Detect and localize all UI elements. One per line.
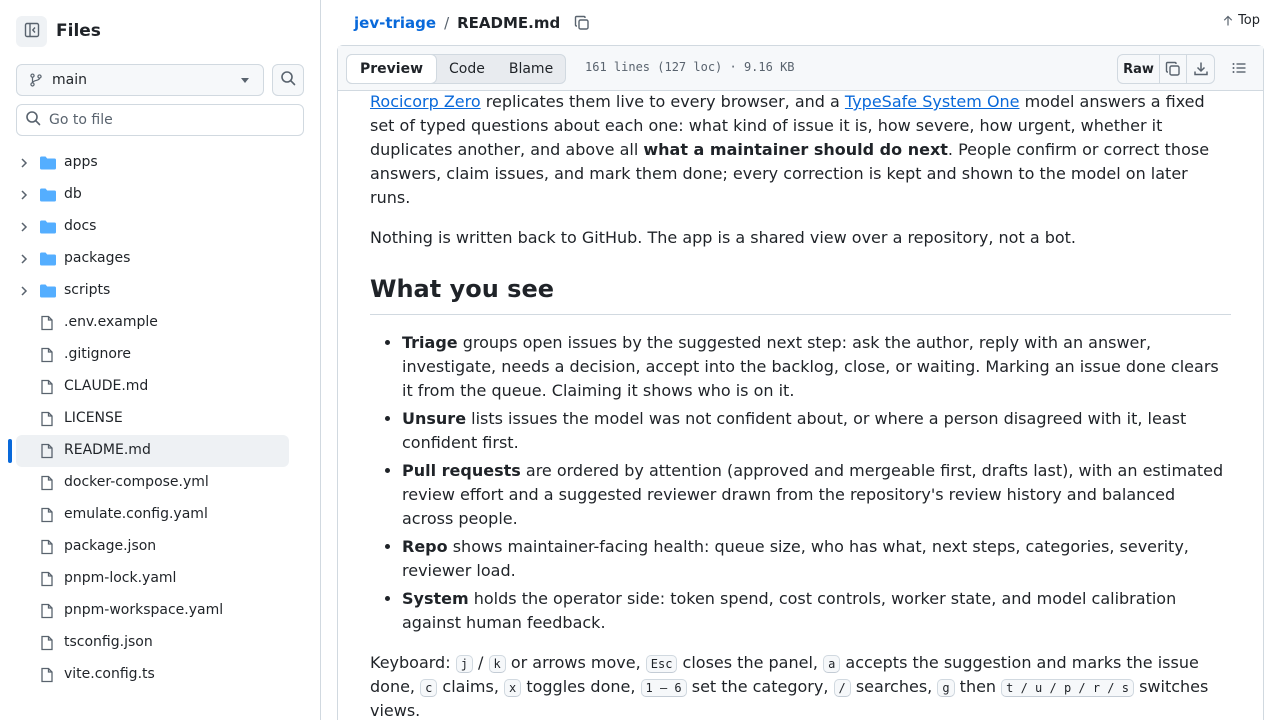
- file-icon: [39, 443, 55, 459]
- file-view: [321, 0, 1280, 720]
- sidebar-collapse-icon: [24, 22, 40, 42]
- chevron-right-icon[interactable]: [18, 285, 30, 297]
- tab-blame[interactable]: Blame: [508, 61, 554, 77]
- text: accepts the suggestion and marks the issue done,: [370, 653, 1199, 696]
- tree-item-scripts[interactable]: [0, 275, 321, 307]
- paragraph: Nothing is written back to GitHub. The app is a shared view over a repository, not a bot.: [370, 228, 1077, 247]
- list-item: [402, 407, 1231, 455]
- file-icon: [39, 603, 55, 619]
- list-icon: [1231, 60, 1247, 76]
- file-icon: [39, 635, 55, 651]
- raw-button[interactable]: Raw: [1118, 55, 1160, 83]
- file-icon: [39, 539, 55, 555]
- tree-item-label: packages: [64, 250, 131, 266]
- file-icon: [39, 571, 55, 587]
- text: searches,: [850, 677, 938, 696]
- tree-item-package-json[interactable]: [0, 531, 321, 563]
- selected-indicator: [8, 439, 12, 463]
- tree-item-env-example[interactable]: [0, 307, 321, 339]
- top-label: Top: [1238, 13, 1260, 28]
- tree-item-db[interactable]: [0, 179, 321, 211]
- breadcrumb-separator: /: [444, 13, 450, 32]
- tree-item-label: tsconfig.json: [64, 634, 153, 650]
- tree-item-readme-md[interactable]: [0, 435, 321, 467]
- breadcrumb-file-name: README.md: [457, 13, 561, 32]
- go-to-file-box: [16, 104, 304, 136]
- file-tree-sidebar: [0, 0, 321, 720]
- tree-item-label: pnpm-lock.yaml: [64, 570, 177, 586]
- tree-item-pnpm-workspace-yaml[interactable]: [0, 595, 321, 627]
- chevron-right-icon[interactable]: [18, 253, 30, 265]
- kbd-key: g: [937, 679, 954, 697]
- typesafe-system-one-link[interactable]: TypeSafe System One: [844, 92, 1020, 111]
- kbd-key: /: [834, 679, 851, 697]
- chevron-right-icon[interactable]: [18, 157, 30, 169]
- text: lists issues the model was not confident about, or where a person disagreed with it, least confident first.: [402, 409, 1187, 452]
- sidebar-title: Files: [56, 21, 101, 41]
- text: claims,: [437, 677, 505, 696]
- folder-icon: [39, 283, 57, 299]
- tree-item-pnpm-lock-yaml[interactable]: [0, 563, 321, 595]
- outline-button[interactable]: [1231, 60, 1247, 76]
- kbd-key: k: [489, 655, 506, 673]
- selected-highlight: [16, 435, 289, 467]
- tree-item-label: docker-compose.yml: [64, 474, 209, 490]
- arrow-up-icon: [1222, 15, 1234, 27]
- text: set the category,: [686, 677, 834, 696]
- bold-text: Unsure: [402, 409, 467, 428]
- copy-icon: [1165, 61, 1181, 77]
- list-item: [402, 331, 1231, 403]
- text: groups open issues by the suggested next step: ask the author, reply with an answer, investigate, needs a decision, accept into the backlog, close, or waiting. Marking an issue done clears it from the queue. Claiming it shows who is on it.: [402, 333, 1219, 400]
- folder-icon: [39, 251, 57, 267]
- file-icon: [39, 507, 55, 523]
- file-header: [338, 46, 1263, 91]
- section-heading: What you see: [370, 274, 1231, 315]
- tree-item-emulate-config-yaml[interactable]: [0, 499, 321, 531]
- view-mode-tabs: [346, 54, 566, 84]
- paragraph: [370, 92, 1231, 210]
- text: /: [478, 653, 484, 672]
- file-icon: [39, 667, 55, 683]
- search-icon: [280, 70, 296, 90]
- breadcrumb-repo-link[interactable]: jev-triage: [354, 13, 437, 32]
- text: shows maintainer-facing health: queue size, who has what, next steps, categories, severity, reviewer load.: [402, 537, 1189, 580]
- tree-item-label: .env.example: [64, 314, 158, 330]
- feature-list: [370, 331, 1231, 635]
- tree-item-label: pnpm-workspace.yaml: [64, 602, 224, 618]
- tree-item-docs[interactable]: [0, 211, 321, 243]
- download-button[interactable]: [1187, 55, 1214, 83]
- chevron-down-icon: [241, 78, 249, 83]
- file-icon: [39, 347, 55, 363]
- text: are ordered by attention (approved and mergeable first, drafts last), with an estimated review effort and a suggested reviewer drawn from the repository's review history and balanced across people.: [402, 461, 1224, 528]
- keyboard-paragraph: [370, 651, 1231, 720]
- text: replicates them live to every browser, and a: [480, 92, 845, 111]
- text: or arrows move,: [505, 653, 646, 672]
- tree-item-label: db: [64, 186, 82, 202]
- kbd-key: j: [456, 655, 473, 673]
- kbd-key: x: [504, 679, 521, 697]
- list-item: [402, 459, 1231, 531]
- tab-code[interactable]: Code: [449, 61, 485, 77]
- text: . People confirm or correct those answers, claim issues, and mark them done; every correction is kept and shown to the model on later runs.: [370, 140, 1210, 207]
- copy-raw-button[interactable]: [1160, 55, 1187, 83]
- tree-item-claude-md[interactable]: [0, 371, 321, 403]
- text: model answers a fixed set of typed questions about each one: what kind of issue it is, how severe, how urgent, whether it duplicates another, and above all: [370, 92, 1205, 159]
- folder-icon: [39, 187, 57, 203]
- list-item: [402, 587, 1231, 635]
- tree-item-vite-config-ts[interactable]: [0, 659, 321, 691]
- rocicorp-zero-link[interactable]: Rocicorp Zero: [370, 92, 481, 111]
- branch-name: main: [52, 72, 87, 88]
- download-icon: [1193, 61, 1209, 77]
- branch-selector[interactable]: [16, 64, 264, 96]
- chevron-right-icon[interactable]: [18, 221, 30, 233]
- tree-item-tsconfig-json[interactable]: [0, 627, 321, 659]
- file-actions: [1117, 54, 1215, 84]
- tree-item-label: .gitignore: [64, 346, 131, 362]
- tree-item-apps[interactable]: [0, 147, 321, 179]
- text: closes the panel,: [677, 653, 824, 672]
- tree-item-label: apps: [64, 154, 98, 170]
- copy-path-button[interactable]: [574, 15, 590, 31]
- chevron-right-icon[interactable]: [18, 189, 30, 201]
- text: Keyboard:: [370, 653, 456, 672]
- go-to-file-input[interactable]: [49, 112, 289, 128]
- file-panel: [337, 45, 1264, 720]
- bold-text: Repo: [402, 537, 448, 556]
- tree-item-label: README.md: [64, 442, 151, 458]
- breadcrumb: [337, 0, 1264, 45]
- kbd-key: Esc: [646, 655, 678, 673]
- text: then: [954, 677, 1002, 696]
- copy-icon: [574, 15, 590, 31]
- kbd-key: t / u / p / r / s: [1001, 679, 1134, 697]
- file-tree: [0, 147, 321, 691]
- text: holds the operator side: token spend, cost controls, worker state, and model calibration against human feedback.: [402, 589, 1177, 632]
- bold-text: Triage: [402, 333, 458, 352]
- file-icon: [39, 411, 55, 427]
- bold-text: what a maintainer should do next: [643, 140, 948, 159]
- folder-icon: [39, 155, 57, 171]
- file-icon: [39, 475, 55, 491]
- tree-item-label: package.json: [64, 538, 157, 554]
- kbd-key: c: [420, 679, 437, 697]
- tree-item-label: vite.config.ts: [64, 666, 155, 682]
- tree-item-label: scripts: [64, 282, 111, 298]
- bold-text: System: [402, 589, 469, 608]
- tree-item-label: CLAUDE.md: [64, 378, 149, 394]
- tree-item-docker-compose-yml[interactable]: [0, 467, 321, 499]
- top-button[interactable]: [1222, 13, 1260, 28]
- kbd-key: a: [823, 655, 840, 673]
- git-branch-icon: [29, 73, 43, 87]
- tree-item-packages[interactable]: [0, 243, 321, 275]
- text: switches views.: [370, 677, 1209, 720]
- file-meta: 161 lines (127 loc) · 9.16 KB: [585, 60, 795, 74]
- tree-item-label: emulate.config.yaml: [64, 506, 208, 522]
- folder-icon: [39, 219, 57, 235]
- search-icon: [25, 110, 41, 130]
- tree-item-label: LICENSE: [64, 410, 123, 426]
- tree-item-label: docs: [64, 218, 97, 234]
- tree-item-license[interactable]: [0, 403, 321, 435]
- tab-preview[interactable]: Preview: [346, 54, 437, 84]
- bold-text: Pull requests: [402, 461, 521, 480]
- readme-content: [370, 92, 1231, 720]
- file-icon: [39, 315, 55, 331]
- search-button[interactable]: [272, 64, 304, 96]
- collapse-sidebar-button[interactable]: [16, 16, 47, 47]
- list-item: [402, 535, 1231, 583]
- file-icon: [39, 379, 55, 395]
- text: toggles done,: [521, 677, 641, 696]
- tree-item-gitignore[interactable]: [0, 339, 321, 371]
- kbd-key: 1 – 6: [641, 679, 687, 697]
